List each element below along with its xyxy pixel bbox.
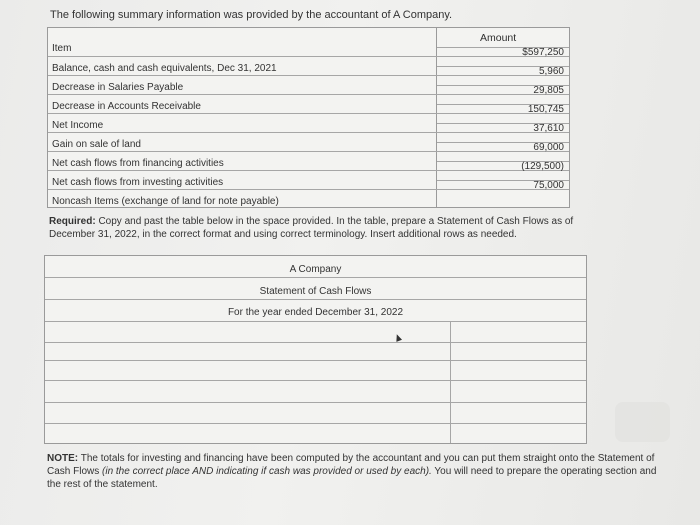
column-divider: [450, 321, 451, 443]
intro-text: The following summary information was provided by the accountant of A Company.: [50, 9, 453, 21]
header-amount: Amount: [480, 32, 517, 44]
row-label: Gain on sale of land: [52, 139, 141, 150]
note-part2: You will need to prepare the operating section and the rest of the statement.: [47, 466, 657, 490]
row-rule: [45, 360, 586, 361]
header-item: Item: [52, 43, 72, 54]
statement-period: For the year ended December 31, 2022: [227, 307, 404, 318]
row-label: Noncash Items (exchange of land for note payable): [52, 196, 279, 207]
row-amount: 69,000: [533, 142, 564, 153]
row-rule: [45, 402, 586, 403]
row-rule: [45, 342, 586, 343]
row-amount: (129,500): [521, 161, 564, 172]
row-amount: 29,805: [533, 85, 564, 96]
row-label: Net cash flows from financing activities: [52, 158, 224, 169]
row-label: Decrease in Accounts Receivable: [52, 101, 201, 112]
summary-table: [47, 27, 570, 208]
row-rule: [45, 380, 586, 381]
required-lead: Required:: [49, 216, 96, 227]
required-text: Copy and past the table below in the space provided. In the table, prepare a Statement of Cash Flows as of December 31, 2022, in the correct format and using correct terminology. Insert additional rows as needed.: [49, 216, 574, 240]
row-amount: 75,000: [533, 180, 564, 191]
row-label: Decrease in Salaries Payable: [52, 82, 184, 93]
header-row: [48, 38, 569, 57]
row-amount: $597,250: [522, 47, 564, 58]
row-rule: [45, 423, 586, 424]
note-lead: NOTE:: [47, 453, 79, 464]
row-label: Net Income: [52, 120, 104, 131]
note-part1: The totals for investing and financing have been computed by the accountant and you can put them straight onto the Statement of Cash Flows: [47, 453, 655, 477]
answer-table[interactable]: [44, 255, 587, 444]
row-label: Balance, cash and cash equivalents, Dec 31, 2021: [52, 63, 277, 74]
row-rule: [45, 299, 586, 300]
row-amount: 5,960: [538, 66, 564, 77]
row-amount: 150,745: [527, 104, 564, 115]
note-italic: (in the correct place AND indicating if cash was provided or used by each).: [102, 466, 432, 477]
watermark-shape: [615, 402, 670, 442]
row-rule: [45, 277, 586, 278]
note-paragraph: [47, 452, 657, 491]
row-label: Net cash flows from investing activities: [52, 177, 224, 188]
company-name: A Company: [289, 264, 342, 275]
row-amount: 37,610: [533, 123, 564, 134]
statement-title: Statement of Cash Flows: [259, 286, 372, 297]
required-paragraph: [49, 215, 619, 241]
row-rule: [45, 321, 586, 322]
